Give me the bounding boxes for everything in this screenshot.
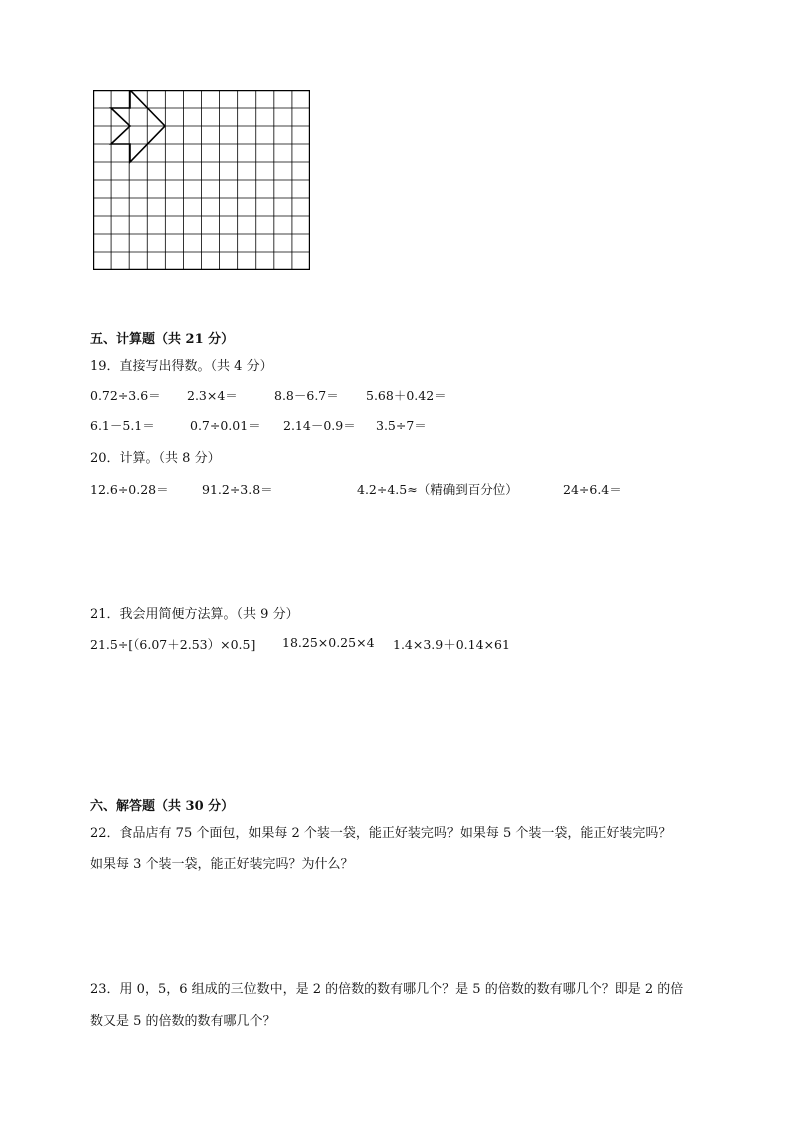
q19-expr: 5.68＋0.42＝ (366, 388, 447, 403)
question-23-line-2: 数又是 5 的倍数的数有哪几个？ (90, 1014, 276, 1029)
q19-expr: 8.8－6.7＝ (274, 388, 339, 403)
section-6-title: 六、解答题（共 30 分） (90, 799, 235, 814)
q20-expr: 12.6÷0.28＝ (90, 482, 169, 497)
q21-expr: 21.5÷[（6.07＋2.53）×0.5] (90, 637, 256, 652)
q21-expr: 18.25×0.25×4 (282, 635, 375, 650)
q19-expr: 2.14－0.9＝ (283, 418, 356, 433)
question-19-title: 19．直接写出得数。（共 4 分） (90, 359, 273, 374)
grid-lines (93, 90, 310, 270)
q19-expr: 2.3×4＝ (187, 388, 238, 403)
q20-expr: 24÷6.4＝ (563, 482, 622, 497)
grid-figure (93, 90, 310, 270)
q21-expr: 1.4×3.9＋0.14×61 (393, 637, 510, 652)
question-23-line-1: 23．用 0，5，6 组成的三位数中，是 2 的倍数的数有哪几个？是 5 的倍数的数有哪几个？即是 2 的倍 (90, 982, 684, 997)
section-5-title: 五、计算题（共 21 分） (90, 332, 235, 347)
question-22-line-1: 22．食品店有 75 个面包，如果每 2 个装一袋，能正好装完吗？如果每 5 个装一袋，能正好装完吗？ (90, 826, 672, 841)
q19-expr: 0.7÷0.01＝ (190, 418, 261, 433)
q19-expr: 6.1－5.1＝ (90, 418, 155, 433)
q19-expr: 0.72÷3.6＝ (90, 388, 161, 403)
q20-expr: 4.2÷4.5≈（精确到百分位） (357, 482, 518, 497)
q20-expr: 91.2÷3.8＝ (202, 482, 273, 497)
question-21-title: 21．我会用简便方法算。（共 9 分） (90, 607, 299, 622)
question-20-title: 20．计算。（共 8 分） (90, 451, 221, 466)
q19-expr: 3.5÷7＝ (376, 418, 427, 433)
question-22-line-2: 如果每 3 个装一袋，能正好装完吗？为什么？ (90, 857, 354, 872)
